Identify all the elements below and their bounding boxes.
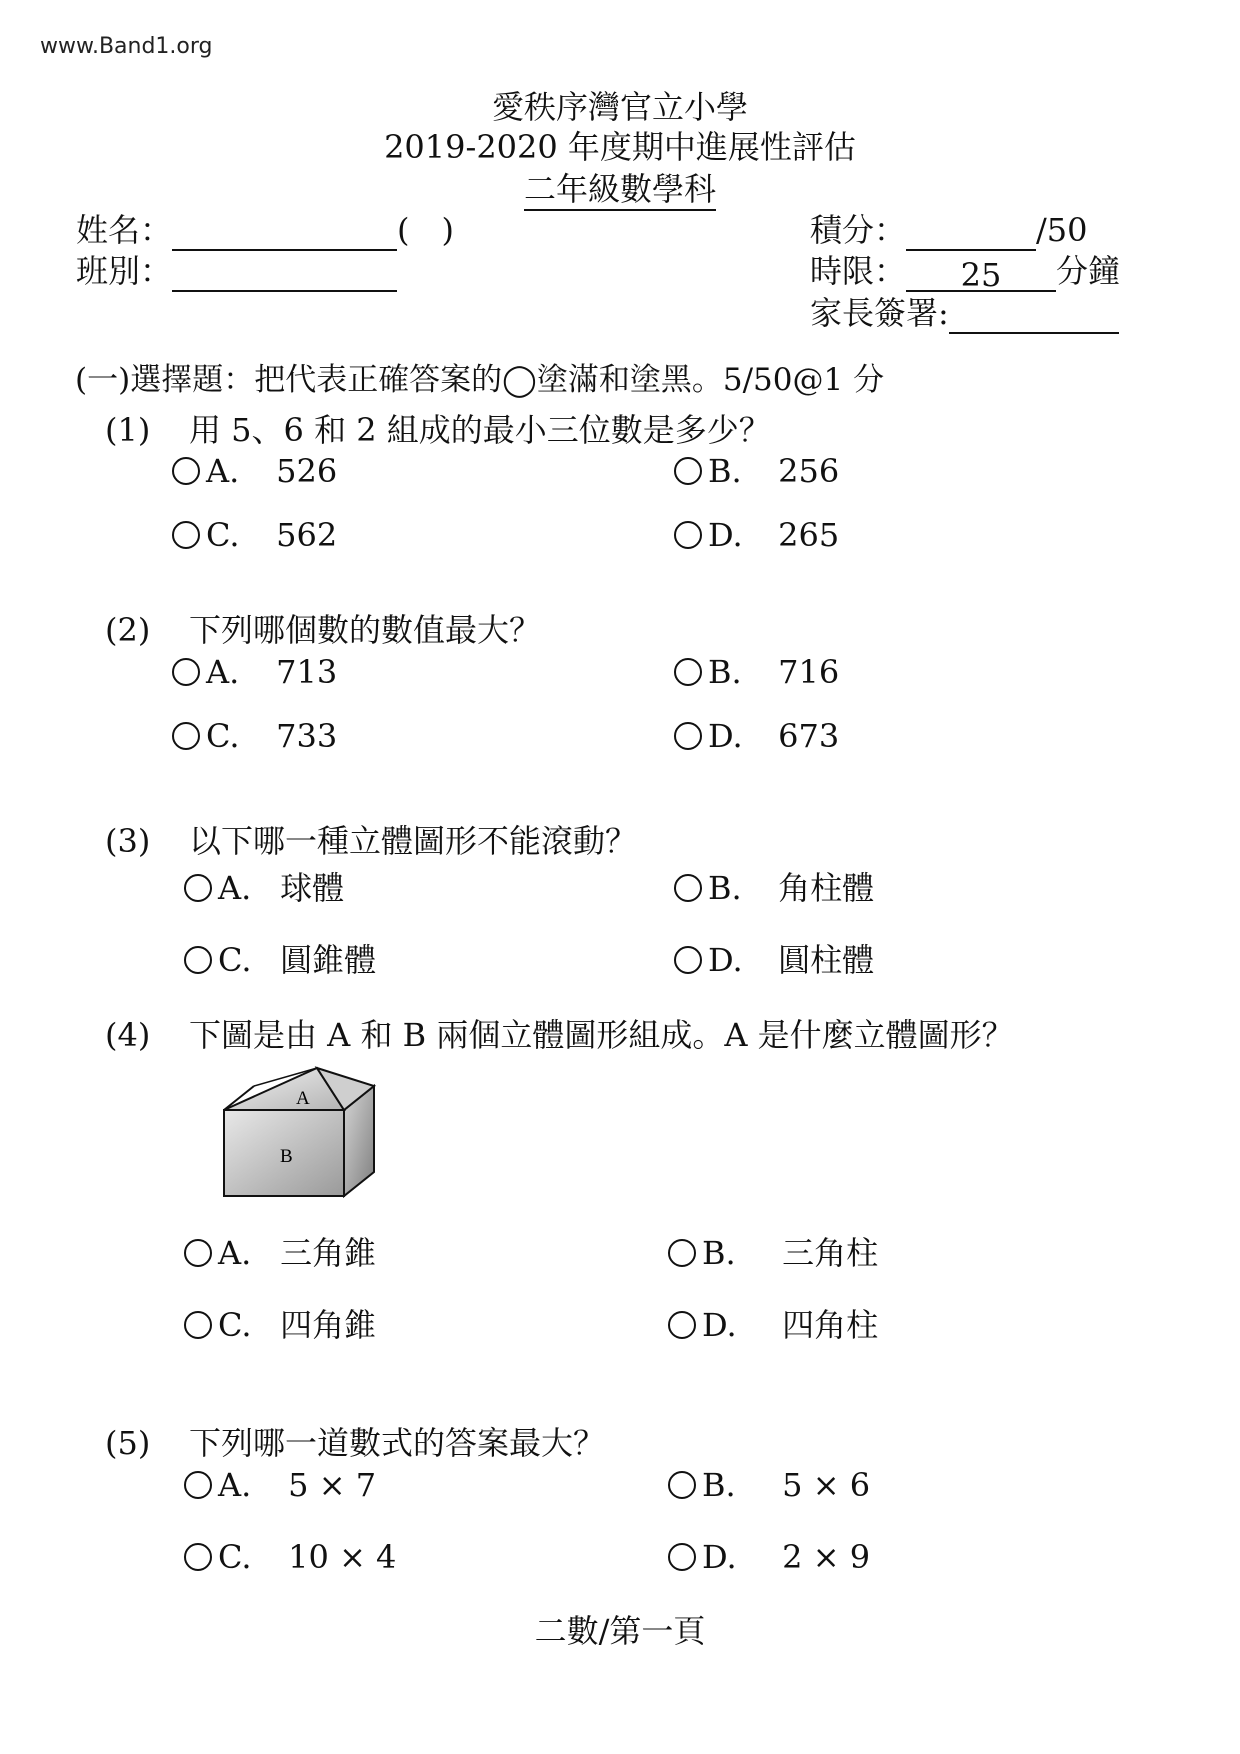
question-number: (1)	[105, 411, 151, 449]
q1-option-a[interactable]	[172, 452, 337, 490]
option-label: A.	[218, 1234, 252, 1272]
option-label: C.	[218, 1538, 252, 1576]
question-text: 下列哪個數的數值最大？	[189, 611, 542, 649]
figure-label-b: B	[280, 1146, 293, 1167]
question-5	[105, 1418, 605, 1464]
option-label: C.	[218, 941, 252, 979]
option-value: 673	[778, 717, 840, 755]
option-label: B.	[708, 452, 742, 490]
q1-option-d[interactable]	[674, 516, 839, 554]
answer-bubble-icon[interactable]	[674, 946, 702, 974]
subject-text: 二年級數學科	[524, 170, 716, 211]
school-name: 愛秩序灣官立小學	[491, 88, 748, 126]
option-label: A.	[206, 653, 240, 691]
option-value: 角柱體	[778, 869, 875, 907]
q3-option-b[interactable]	[674, 863, 874, 909]
option-label: B.	[708, 869, 742, 907]
answer-bubble-icon[interactable]	[172, 658, 200, 686]
question-text: 下列哪一道數式的答案最大？	[189, 1424, 606, 1462]
answer-bubble-icon[interactable]	[668, 1239, 696, 1267]
answer-bubble-icon[interactable]	[184, 1543, 212, 1571]
answer-bubble-icon[interactable]	[668, 1471, 696, 1499]
q4-option-c[interactable]	[184, 1300, 376, 1346]
q4-option-b[interactable]	[668, 1228, 878, 1274]
class-blank[interactable]	[172, 256, 397, 292]
option-value: 526	[276, 452, 338, 490]
q3-option-c[interactable]	[184, 935, 376, 981]
option-value: 713	[276, 653, 338, 691]
parent-signature-blank[interactable]	[949, 298, 1119, 334]
figure-label-a: A	[296, 1088, 310, 1109]
option-value: 四角錐	[280, 1306, 377, 1344]
answer-bubble-icon[interactable]	[674, 658, 702, 686]
option-label: D.	[702, 1538, 737, 1576]
option-label: D.	[708, 516, 743, 554]
option-label: B.	[708, 653, 742, 691]
answer-bubble-icon[interactable]	[184, 1311, 212, 1339]
option-value: 圓柱體	[778, 941, 875, 979]
time-value: 25	[906, 256, 1056, 292]
option-label: C.	[206, 516, 240, 554]
q1-option-b[interactable]	[674, 452, 839, 490]
q2-option-a[interactable]	[172, 653, 337, 691]
q2-option-c[interactable]	[172, 717, 337, 755]
q1-option-c[interactable]	[172, 516, 337, 554]
option-value: 5 × 6	[782, 1466, 871, 1504]
section-title: (一)選擇題：把代表正確答案的◯塗滿和塗黑。5/50@1 分	[75, 362, 885, 398]
option-label: B.	[702, 1234, 736, 1272]
answer-bubble-icon[interactable]	[668, 1543, 696, 1571]
parent-signature-field	[810, 288, 1119, 334]
q3-option-d[interactable]	[674, 935, 874, 981]
answer-bubble-icon[interactable]	[668, 1311, 696, 1339]
question-number: (2)	[105, 611, 151, 649]
question-4	[105, 1010, 1014, 1056]
answer-bubble-icon[interactable]	[184, 1239, 212, 1267]
class-number-paren: ( )	[397, 211, 454, 249]
question-3	[105, 816, 637, 862]
q4-option-a[interactable]	[184, 1228, 376, 1274]
q2-option-b[interactable]	[674, 653, 839, 691]
option-label: A.	[218, 1466, 252, 1504]
score-field	[810, 205, 1088, 251]
option-value: 733	[276, 717, 338, 755]
question-1	[105, 405, 771, 451]
option-value: 三角柱	[782, 1234, 879, 1272]
option-value: 三角錐	[280, 1234, 377, 1272]
option-value: 四角柱	[782, 1306, 879, 1344]
question-text: 下圖是由 A 和 B 兩個立體圖形組成。A 是什麼立體圖形？	[189, 1016, 1014, 1054]
option-label: D.	[702, 1306, 737, 1344]
option-label: C.	[218, 1306, 252, 1344]
answer-bubble-icon[interactable]	[184, 874, 212, 902]
answer-bubble-icon[interactable]	[674, 521, 702, 549]
option-value: 562	[276, 516, 338, 554]
option-value: 圓錐體	[280, 941, 377, 979]
question-text: 以下哪一種立體圖形不能滾動？	[189, 822, 638, 860]
time-field	[810, 246, 1120, 292]
q5-option-d[interactable]	[668, 1538, 870, 1576]
q2-option-d[interactable]	[674, 717, 839, 755]
question-2	[105, 605, 541, 651]
option-label: D.	[708, 941, 743, 979]
class-field	[76, 246, 397, 292]
option-value: 球體	[280, 869, 345, 907]
answer-bubble-icon[interactable]	[184, 1471, 212, 1499]
answer-bubble-icon[interactable]	[172, 521, 200, 549]
answer-bubble-icon[interactable]	[184, 946, 212, 974]
question-number: (4)	[105, 1016, 151, 1054]
page-footer: 二數/第一頁	[534, 1612, 706, 1650]
exam-title: 2019-2020 年度期中進展性評估	[384, 128, 856, 166]
option-value: 265	[778, 516, 840, 554]
question-number: (5)	[105, 1424, 151, 1462]
answer-bubble-icon[interactable]	[172, 457, 200, 485]
option-value: 2 × 9	[782, 1538, 871, 1576]
q5-option-b[interactable]	[668, 1466, 870, 1504]
option-label: A.	[218, 869, 252, 907]
option-label: A.	[206, 452, 240, 490]
class-label: 班別：	[76, 252, 173, 290]
parent-signature-label: 家長簽署:	[810, 294, 949, 332]
subject-title	[0, 164, 1240, 210]
answer-bubble-icon[interactable]	[172, 722, 200, 750]
time-unit: 分鐘	[1056, 252, 1121, 290]
time-label: 時限：	[810, 252, 907, 290]
answer-bubble-icon[interactable]	[674, 722, 702, 750]
website-watermark: www.Band1.org	[40, 34, 213, 59]
q4-option-d[interactable]	[668, 1300, 878, 1346]
solid-figure-diagram	[214, 1064, 386, 1200]
question-text: 用 5、6 和 2 組成的最小三位數是多少？	[189, 411, 771, 449]
answer-bubble-icon[interactable]	[674, 457, 702, 485]
q5-option-a[interactable]	[184, 1466, 376, 1504]
option-label: B.	[702, 1466, 736, 1504]
q3-option-a[interactable]	[184, 863, 344, 909]
name-field	[76, 205, 454, 251]
option-value: 716	[778, 653, 840, 691]
name-label: 姓名：	[76, 211, 173, 249]
answer-bubble-icon[interactable]	[674, 874, 702, 902]
option-label: D.	[708, 717, 743, 755]
score-total: /50	[1036, 211, 1088, 249]
question-number: (3)	[105, 822, 151, 860]
option-value: 10 × 4	[288, 1538, 397, 1576]
score-label: 積分：	[810, 211, 907, 249]
q5-option-c[interactable]	[184, 1538, 396, 1576]
option-value: 256	[778, 452, 840, 490]
option-label: C.	[206, 717, 240, 755]
option-value: 5 × 7	[288, 1466, 377, 1504]
